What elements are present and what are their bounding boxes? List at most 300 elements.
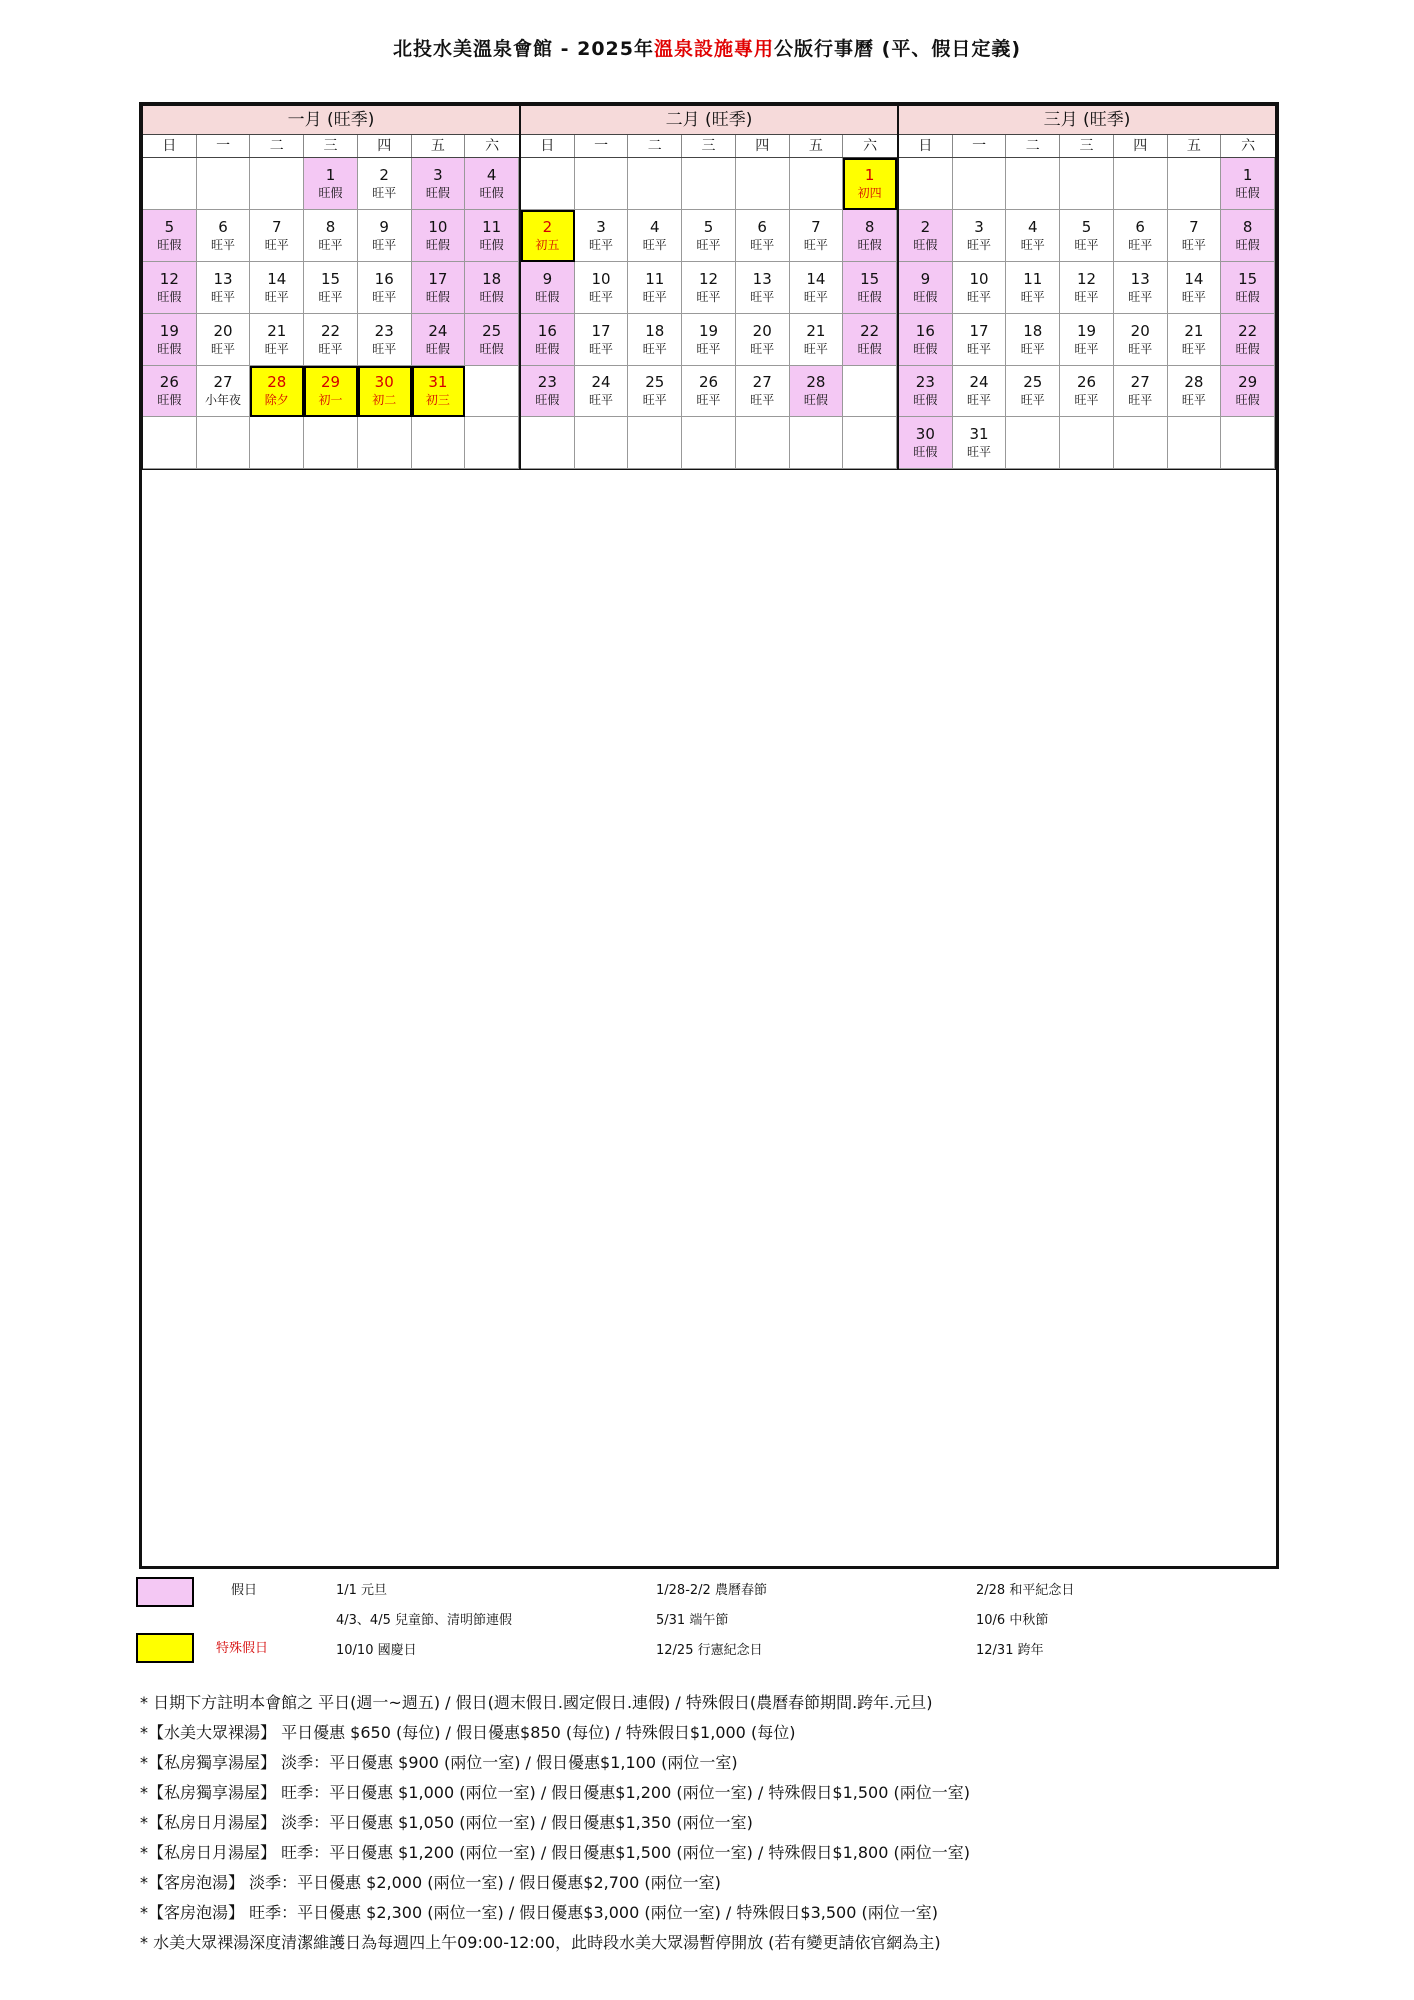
day-label: 旺假 (425, 289, 450, 304)
weekday-label: 三 (682, 135, 736, 157)
day-cell (465, 262, 519, 314)
day-number: 23 (374, 321, 394, 340)
day-number: 23 (537, 373, 557, 392)
day-number: 15 (320, 269, 341, 288)
special-legend-label: 特殊假日 (216, 1641, 269, 1656)
day-cell (1006, 366, 1060, 418)
day-label: 除夕 (264, 393, 289, 408)
day-label: 旺假 (913, 341, 938, 356)
day-number: 14 (1184, 269, 1204, 288)
day-cell (465, 417, 519, 469)
calendar-grid (139, 102, 1279, 1569)
day-cell (1168, 262, 1222, 314)
day-cell (197, 210, 251, 262)
day-cell (1168, 158, 1222, 210)
day-cell (736, 366, 790, 418)
day-label: 旺平 (372, 341, 397, 356)
day-number: 9 (379, 217, 389, 236)
day-cell (843, 366, 897, 418)
day-label: 旺假 (318, 185, 343, 200)
day-label: 旺平 (318, 289, 343, 304)
day-label: 旺平 (642, 237, 667, 252)
day-label: 旺平 (372, 237, 397, 252)
day-cell (358, 314, 412, 366)
day-cell (953, 366, 1007, 418)
day-cell (790, 158, 844, 210)
day-number: 1 (864, 165, 875, 184)
day-label: 旺假 (425, 185, 450, 200)
day-label: 旺假 (1235, 237, 1260, 252)
day-label: 旺平 (642, 341, 667, 356)
day-number: 19 (159, 321, 179, 340)
day-cell (1060, 262, 1114, 314)
day-label: 旺平 (1181, 289, 1206, 304)
day-cell (575, 158, 629, 210)
day-cell (682, 366, 736, 418)
day-number: 25 (1023, 373, 1043, 392)
day-cell (736, 262, 790, 314)
legend-date: 10/10 國慶日 (336, 1643, 417, 1658)
day-label: 旺平 (318, 341, 343, 356)
day-number: 2 (920, 217, 931, 236)
day-label: 旺平 (589, 237, 614, 252)
day-number: 9 (920, 269, 931, 288)
day-number: 10 (591, 269, 611, 288)
day-cell (790, 366, 844, 418)
day-cell (575, 417, 629, 469)
day-cell (358, 158, 412, 210)
day-number: 22 (1238, 321, 1258, 340)
month-block (142, 105, 520, 470)
pricing-notes (140, 1688, 1280, 1958)
weekday-label: 三 (304, 135, 358, 157)
day-label: 旺假 (535, 289, 560, 304)
day-cell (304, 314, 358, 366)
day-label: 旺平 (642, 393, 667, 408)
day-cell (843, 314, 897, 366)
day-number: 30 (915, 425, 935, 444)
day-number: 22 (860, 321, 880, 340)
day-number: 26 (1076, 373, 1097, 392)
day-label: 旺平 (589, 341, 614, 356)
day-label: 初四 (857, 185, 882, 200)
day-number: 2 (542, 217, 553, 236)
day-number: 14 (267, 269, 287, 288)
day-number: 29 (1238, 373, 1258, 392)
day-label: 旺假 (479, 341, 504, 356)
weekday-label: 五 (1168, 135, 1222, 157)
day-cell (790, 210, 844, 262)
day-cell (1006, 210, 1060, 262)
day-number: 14 (806, 269, 826, 288)
weekday-label: 五 (790, 135, 844, 157)
day-label: 旺假 (535, 393, 560, 408)
note-line: *【私房日月湯屋】 淡季：平日優惠 $1,050 (兩位一室) / 假日優惠$1,350 (兩位一室) (140, 1813, 753, 1832)
day-label: 初五 (535, 237, 560, 252)
day-label: 旺平 (967, 289, 992, 304)
day-label: 旺平 (318, 237, 343, 252)
day-number: 5 (703, 217, 714, 236)
day-label: 初三 (425, 393, 450, 408)
day-cell (953, 158, 1007, 210)
day-number: 8 (1242, 217, 1253, 236)
day-label: 旺平 (1181, 341, 1206, 356)
day-label: 旺平 (1074, 341, 1099, 356)
page-title: 北投水美溫泉會館 - 2025年溫泉設施專用公版行事曆 (平、假日定義) (393, 38, 1021, 60)
legend-date: 12/31 跨年 (976, 1643, 1044, 1658)
day-label: 旺平 (967, 393, 992, 408)
day-cell (143, 262, 197, 314)
legend-date: 10/6 中秋節 (976, 1613, 1049, 1628)
day-cell (521, 210, 575, 262)
day-label: 旺平 (1074, 289, 1099, 304)
day-cell (1221, 158, 1275, 210)
day-number: 28 (1184, 373, 1204, 392)
day-cell (250, 366, 304, 418)
day-label: 旺假 (913, 237, 938, 252)
day-number: 8 (864, 217, 875, 236)
day-number: 2 (379, 165, 389, 184)
day-cell (465, 366, 519, 418)
day-cell (197, 262, 251, 314)
legend-date: 12/25 行憲紀念日 (656, 1643, 763, 1658)
day-number: 7 (272, 217, 282, 236)
day-number: 16 (374, 269, 394, 288)
day-label: 旺平 (750, 289, 775, 304)
day-cell (843, 262, 897, 314)
day-number: 1 (325, 165, 336, 184)
day-cell (1168, 417, 1222, 469)
day-cell (1006, 314, 1060, 366)
day-label: 旺假 (1235, 393, 1260, 408)
day-number: 28 (806, 373, 826, 392)
day-number: 8 (325, 217, 336, 236)
day-label: 旺假 (157, 237, 182, 252)
day-cell (304, 417, 358, 469)
day-number: 15 (860, 269, 880, 288)
day-cell (1060, 314, 1114, 366)
day-cell (843, 210, 897, 262)
day-label: 旺平 (1128, 237, 1153, 252)
day-cell (1006, 158, 1060, 210)
day-label: 旺假 (857, 341, 882, 356)
weekday-label: 四 (736, 135, 790, 157)
day-number: 21 (806, 321, 826, 340)
day-cell (790, 417, 844, 469)
day-label: 旺平 (967, 237, 992, 252)
day-cell (1168, 314, 1222, 366)
day-cell (250, 314, 304, 366)
day-cell (1168, 210, 1222, 262)
day-number: 25 (645, 373, 665, 392)
day-cell (899, 366, 953, 418)
day-number: 24 (428, 321, 448, 340)
day-label: 旺平 (264, 289, 289, 304)
day-number: 6 (218, 217, 228, 236)
day-number: 10 (428, 217, 448, 236)
day-number: 9 (542, 269, 553, 288)
day-cell (1221, 366, 1275, 418)
day-cell (628, 210, 682, 262)
day-number: 24 (591, 373, 611, 392)
day-cell (197, 158, 251, 210)
day-cell (1221, 210, 1275, 262)
day-label: 旺平 (589, 289, 614, 304)
day-cell (143, 417, 197, 469)
day-cell (899, 417, 953, 469)
note-line: *【私房獨享湯屋】 旺季：平日優惠 $1,000 (兩位一室) / 假日優惠$1,200 (兩位一室) / 特殊假日$1,500 (兩位一室) (140, 1783, 970, 1802)
day-cell (1060, 158, 1114, 210)
day-number: 25 (482, 321, 502, 340)
day-label: 初二 (372, 393, 397, 408)
day-number: 7 (811, 217, 821, 236)
day-label: 旺平 (1074, 237, 1099, 252)
day-cell (1168, 366, 1222, 418)
legend-date: 1/28-2/2 農曆春節 (656, 1583, 767, 1598)
day-cell (575, 210, 629, 262)
day-number: 20 (752, 321, 772, 340)
day-label: 旺平 (1128, 341, 1153, 356)
day-number: 5 (164, 217, 175, 236)
day-cell (790, 314, 844, 366)
day-cell (843, 417, 897, 469)
day-cell (575, 314, 629, 366)
day-cell (736, 210, 790, 262)
day-cell (358, 210, 412, 262)
day-cell (628, 158, 682, 210)
day-cell (250, 262, 304, 314)
day-number: 12 (159, 269, 179, 288)
day-cell (1221, 314, 1275, 366)
day-cell (1060, 210, 1114, 262)
day-cell (143, 314, 197, 366)
day-cell (1060, 366, 1114, 418)
day-cell (358, 366, 412, 418)
weekday-label: 二 (250, 135, 304, 157)
day-number: 6 (757, 217, 767, 236)
day-number: 16 (915, 321, 935, 340)
day-cell (412, 417, 466, 469)
day-label: 旺平 (1181, 237, 1206, 252)
day-label: 旺平 (1128, 289, 1153, 304)
day-label: 旺假 (913, 393, 938, 408)
day-number: 4 (1028, 217, 1038, 236)
day-cell (304, 158, 358, 210)
day-label: 旺平 (1074, 393, 1099, 408)
weekday-label: 六 (1241, 138, 1256, 154)
day-cell (736, 314, 790, 366)
day-cell (682, 158, 736, 210)
day-cell (1114, 417, 1168, 469)
day-label: 旺假 (157, 289, 182, 304)
weekday-label: 六 (485, 138, 500, 154)
day-cell (1006, 262, 1060, 314)
day-number: 26 (159, 373, 179, 392)
day-number: 4 (650, 217, 660, 236)
day-label: 旺假 (479, 289, 504, 304)
weekday-label: 一 (575, 135, 629, 157)
day-label: 旺平 (696, 341, 721, 356)
day-number: 19 (698, 321, 719, 340)
day-label: 旺平 (264, 341, 289, 356)
day-label: 旺平 (372, 289, 397, 304)
day-number: 13 (752, 269, 772, 288)
day-cell (628, 262, 682, 314)
day-label: 旺假 (913, 445, 938, 460)
day-number: 20 (1130, 321, 1150, 340)
day-label: 旺假 (157, 341, 182, 356)
day-number: 1 (1242, 165, 1253, 184)
day-label: 旺假 (425, 237, 450, 252)
day-cell (304, 262, 358, 314)
day-cell (250, 210, 304, 262)
day-cell (1221, 262, 1275, 314)
note-line: * 水美大眾裸湯深度清潔維護日為每週四上午09:00-12:00，此時段水美大眾湯暫停開放 (若有變更請依官網為主) (140, 1933, 941, 1952)
day-cell (521, 417, 575, 469)
day-number: 17 (428, 269, 448, 288)
day-number: 30 (374, 373, 394, 392)
day-label: 旺平 (803, 237, 828, 252)
day-label: 旺假 (479, 185, 504, 200)
note-line: *【客房泡湯】 旺季：平日優惠 $2,300 (兩位一室) / 假日優惠$3,000 (兩位一室) / 特殊假日$3,500 (兩位一室) (140, 1903, 938, 1922)
day-label: 旺平 (696, 393, 721, 408)
day-label: 旺假 (913, 289, 938, 304)
day-number: 16 (537, 321, 557, 340)
day-number: 22 (320, 321, 341, 340)
day-cell (736, 158, 790, 210)
weekday-label: 日 (899, 135, 953, 157)
day-label: 旺平 (967, 341, 992, 356)
day-cell (250, 158, 304, 210)
day-label: 旺平 (211, 341, 236, 356)
day-number: 21 (267, 321, 287, 340)
day-cell (197, 366, 251, 418)
legend-date: 5/31 端午節 (656, 1613, 729, 1628)
weekday-label: 六 (863, 138, 878, 154)
day-number: 18 (645, 321, 665, 340)
day-number: 4 (486, 165, 497, 184)
day-label: 旺平 (589, 393, 614, 408)
day-number: 20 (213, 321, 233, 340)
day-cell (953, 210, 1007, 262)
day-label: 旺平 (642, 289, 667, 304)
day-cell (899, 158, 953, 210)
day-number: 6 (1135, 217, 1145, 236)
day-label: 旺平 (1020, 289, 1045, 304)
day-number: 31 (428, 373, 448, 392)
weekday-label: 日 (143, 135, 197, 157)
day-number: 27 (1130, 373, 1150, 392)
day-number: 3 (974, 217, 984, 236)
day-cell (899, 262, 953, 314)
day-label: 旺假 (425, 341, 450, 356)
day-number: 28 (267, 373, 287, 392)
day-label: 旺平 (1128, 393, 1153, 408)
day-cell (682, 314, 736, 366)
day-number: 5 (1081, 217, 1092, 236)
day-label: 旺平 (967, 445, 992, 460)
day-cell (465, 210, 519, 262)
day-cell (1006, 417, 1060, 469)
note-line: *【私房獨享湯屋】 淡季：平日優惠 $900 (兩位一室) / 假日優惠$1,100 (兩位一室) (140, 1753, 738, 1772)
day-number: 12 (1076, 269, 1097, 288)
day-label: 旺平 (1020, 341, 1045, 356)
day-cell (899, 210, 953, 262)
day-number: 3 (433, 165, 443, 184)
day-number: 31 (969, 425, 989, 444)
day-label: 旺平 (264, 237, 289, 252)
day-number: 18 (1023, 321, 1043, 340)
day-number: 12 (698, 269, 719, 288)
weekday-label: 二 (628, 135, 682, 157)
day-cell (1221, 417, 1275, 469)
day-label: 旺平 (750, 341, 775, 356)
day-cell (682, 210, 736, 262)
weekday-label: 四 (358, 135, 412, 157)
holiday-swatch (136, 1577, 194, 1607)
day-number: 18 (482, 269, 502, 288)
day-label: 旺假 (857, 289, 882, 304)
legend (136, 1575, 1286, 1665)
legend-date: 1/1 元旦 (336, 1583, 388, 1598)
day-cell (575, 366, 629, 418)
day-label: 旺假 (1235, 185, 1260, 200)
day-cell (197, 314, 251, 366)
day-cell (465, 158, 519, 210)
weekday-label: 日 (521, 135, 575, 157)
day-number: 29 (320, 373, 341, 392)
holiday-legend-label: 假日 (231, 1583, 258, 1598)
day-label: 旺平 (1181, 393, 1206, 408)
weekday-label: 三 (1060, 135, 1114, 157)
day-cell (790, 262, 844, 314)
day-number: 17 (969, 321, 989, 340)
special-swatch (136, 1633, 194, 1663)
day-label: 旺平 (211, 237, 236, 252)
day-cell (465, 314, 519, 366)
day-label: 旺平 (696, 237, 721, 252)
day-label: 旺平 (696, 289, 721, 304)
weekday-label: 四 (1114, 135, 1168, 157)
day-number: 27 (752, 373, 772, 392)
day-label: 旺平 (803, 289, 828, 304)
day-number: 26 (698, 373, 719, 392)
day-label: 旺假 (857, 237, 882, 252)
day-number: 24 (969, 373, 989, 392)
day-cell (143, 210, 197, 262)
note-line: *【客房泡湯】 淡季：平日優惠 $2,000 (兩位一室) / 假日優惠$2,700 (兩位一室) (140, 1873, 721, 1892)
day-cell (628, 366, 682, 418)
day-number: 15 (1238, 269, 1258, 288)
weekday-label: 二 (1006, 135, 1060, 157)
day-cell (143, 366, 197, 418)
day-label: 旺平 (211, 289, 236, 304)
day-cell (1114, 158, 1168, 210)
day-cell (843, 158, 897, 210)
day-cell (197, 417, 251, 469)
day-label: 旺假 (479, 237, 504, 252)
day-label: 旺平 (750, 237, 775, 252)
day-number: 3 (596, 217, 606, 236)
day-cell (412, 262, 466, 314)
day-cell (575, 262, 629, 314)
day-label: 小年夜 (205, 393, 242, 408)
day-number: 27 (213, 373, 233, 392)
day-cell (628, 314, 682, 366)
day-cell (412, 158, 466, 210)
day-cell (736, 417, 790, 469)
day-cell (521, 366, 575, 418)
